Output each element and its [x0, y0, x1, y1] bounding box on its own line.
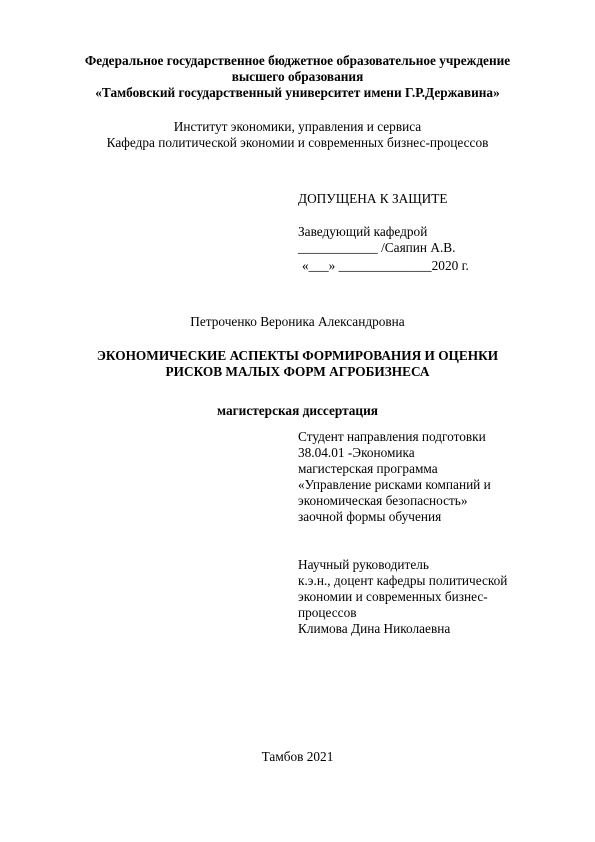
- student-info-line: Студент направления подготовки: [298, 429, 486, 444]
- org-line-1: Федеральное государственное бюджетное образовательное учреждение: [84, 53, 511, 68]
- approval-title: ДОПУЩЕНА К ЗАЩИТЕ: [298, 191, 448, 206]
- approval-date-line: «___» ______________2020 г.: [302, 258, 469, 273]
- author-name: Петроченко Вероника Александровна: [190, 314, 405, 329]
- city-year: Тамбов 2021: [261, 749, 334, 764]
- department-name: Кафедра политической экономии и современных бизнес-процессов: [106, 135, 489, 150]
- student-info-line: 38.04.01 -Экономика: [298, 445, 415, 460]
- approval-position: Заведующий кафедрой: [298, 224, 428, 239]
- org-line-3: «Тамбовский государственный университет имени Г.Р.Державина»: [95, 85, 500, 100]
- supervisor-line: Научный руководитель: [298, 557, 429, 572]
- thesis-title-line-1: ЭКОНОМИЧЕСКИЕ АСПЕКТЫ ФОРМИРОВАНИЯ И ОЦЕНКИ: [96, 348, 499, 363]
- institute-name: Институт экономики, управления и сервиса: [173, 119, 422, 134]
- supervisor-line: Климова Дина Николаевна: [298, 621, 451, 636]
- supervisor-line: экономии и современных бизнес-: [298, 589, 488, 604]
- thesis-type: магистерская диссертация: [217, 403, 378, 418]
- supervisor-line: к.э.н., доцент кафедры политической: [298, 573, 508, 588]
- student-info-line: «Управление рисками компаний и: [298, 477, 491, 492]
- student-info-line: магистерская программа: [298, 461, 438, 476]
- approval-signature-line: ____________ /Саяпин А.В.: [298, 240, 456, 255]
- student-info-line: экономическая безопасность»: [298, 493, 468, 508]
- org-line-2: высшего образования: [231, 69, 364, 84]
- supervisor-line: процессов: [298, 605, 357, 620]
- student-info-line: заочной формы обучения: [298, 509, 442, 524]
- thesis-title-line-2: РИСКОВ МАЛЫХ ФОРМ АГРОБИЗНЕСА: [165, 364, 430, 379]
